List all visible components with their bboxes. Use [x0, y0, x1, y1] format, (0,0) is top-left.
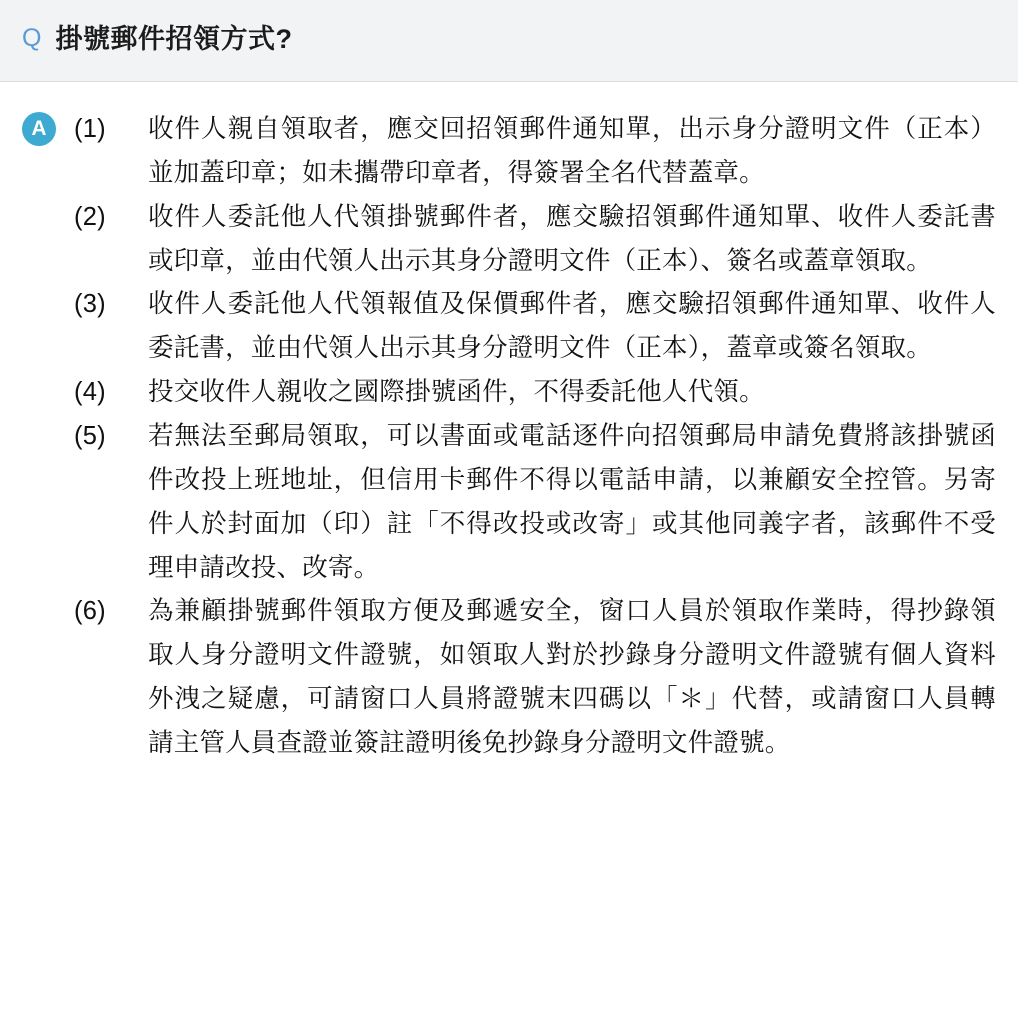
question-header: [0, 0, 1018, 82]
list-item-text: 投交收件人親收之國際掛號函件，不得委託他人代領。: [148, 378, 765, 407]
list-item-number: (4): [74, 378, 106, 407]
list-item-number: (5): [74, 422, 106, 451]
list-item: [74, 283, 996, 371]
list-item-number: (6): [74, 597, 106, 626]
list-item-text: 收件人委託他人代領掛號郵件者，應交驗招領郵件通知單、收件人委託書或印章，並由代領人出示其身分證明文件（正本）、簽名或蓋章領取。: [148, 202, 996, 275]
list-item: [74, 196, 996, 284]
list-item: [74, 590, 996, 765]
list-item: [74, 415, 996, 590]
question-title: 掛號郵件招領方式?: [55, 23, 293, 54]
answer-body: [0, 82, 1018, 786]
list-item-text: 為兼顧掛號郵件領取方便及郵遞安全，窗口人員於領取作業時，得抄錄領取人身分證明文件證號，如領取人對於抄錄身分證明文件證號有個人資料外洩之疑慮，可請窗口人員將證號末四碼以「＊」代替，或請窗口人員轉請主管人員查證並簽註證明後免抄錄身分證明文件證號。: [148, 597, 996, 758]
question-marker-icon: Q: [22, 24, 42, 52]
answer-list: [56, 108, 996, 766]
list-item: [74, 108, 996, 196]
list-item: [74, 371, 996, 415]
list-item-text: 若無法至郵局領取，可以書面或電話逐件向招領郵局申請免費將該掛號函件改投上班地址，但信用卡郵件不得以電話申請，以兼顧安全控管。另寄件人於封面加（印）註「不得改投或改寄」或其他同義字者，該郵件不受理申請改投、改寄。: [148, 422, 996, 582]
list-item-number: (3): [74, 290, 106, 319]
list-item-text: 收件人親自領取者，應交回招領郵件通知單，出示身分證明文件（正本）並加蓋印章；如未攜帶印章者，得簽署全名代替蓋章。: [148, 115, 996, 187]
answer-marker-icon: A: [22, 112, 56, 146]
list-item-number: (2): [74, 202, 106, 231]
list-item-text: 收件人委託他人代領報值及保價郵件者，應交驗招領郵件通知單、收件人委託書，並由代領人出示其身分證明文件（正本），蓋章或簽名領取。: [148, 290, 996, 363]
list-item-number: (1): [74, 115, 106, 143]
